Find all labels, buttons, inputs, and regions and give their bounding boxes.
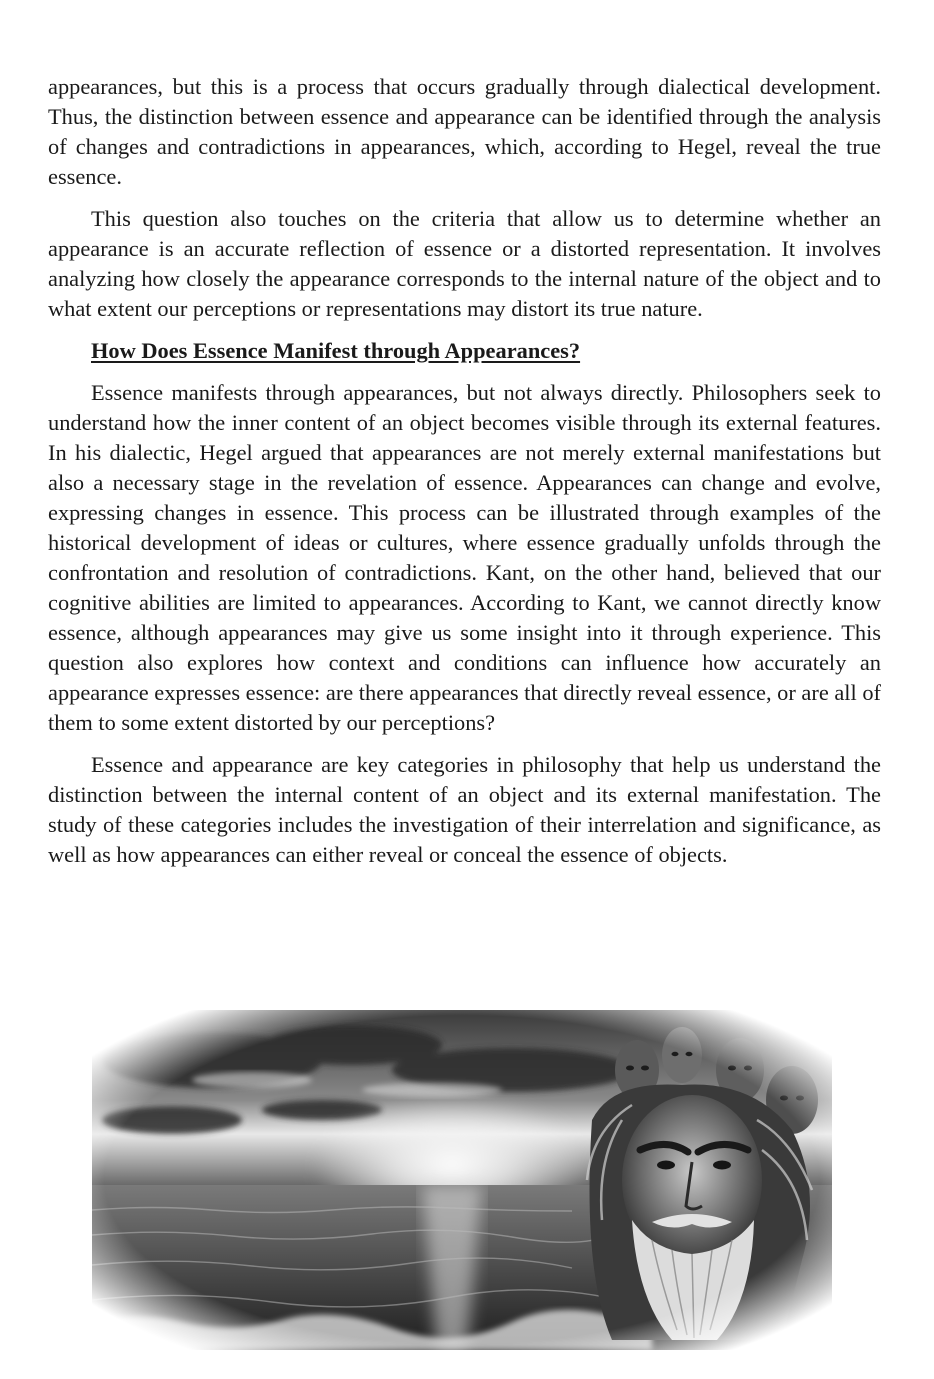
section-heading: How Does Essence Manifest through Appearances? bbox=[91, 338, 581, 363]
paragraph-summary: Essence and appearance are key categories in philosophy that help us understand the distinction between the internal content of an object and its external manifestation. The study of these categories includes the investigation of their interrelation and significance, as well as how appearances can either reveal or conceal the essence of objects. bbox=[48, 752, 881, 867]
paragraph-manifestation: Essence manifests through appearances, but not always directly. Philosophers seek to understand how the inner content of an object becomes visible through its external features. In his dialectic, Hegel argued that appearances are not merely external manifestations but also a necessary stage in the revelation of essence. Appearances can change and evolve, expressing changes in essence. This process can be illustrated through examples of the historical development of ideas or cultures, where essence gradually unfolds through the confrontation and resolution of contradictions. Kant, on the other hand, believed that our cognitive abilities are limited to appearances. According to Kant, we cannot directly know essence, although appearances may give us some insight into it through experience. This question also explores how context and conditions can influence how accurately an appearance expresses essence: are there appearances that directly reveal essence, or are all of them to some extent distorted by our perceptions? bbox=[48, 380, 881, 735]
illustration-sea-and-bearded-faces bbox=[92, 1010, 832, 1350]
page-text bbox=[48, 72, 881, 882]
paragraph-continuation: appearances, but this is a process that occurs gradually through dialectical development. Thus, the distinction between essence and appearance can be identified through the analysis of changes and contradictions in appearances, which, according to Hegel, reveal the true essence. bbox=[48, 74, 881, 189]
paragraph-criteria: This question also touches on the criteria that allow us to determine whether an appearance is an accurate reflection of essence or a distorted representation. It involves analyzing how closely the appearance corresponds to the internal nature of the object and to what extent our perceptions or representations may distort its true nature. bbox=[48, 206, 881, 321]
